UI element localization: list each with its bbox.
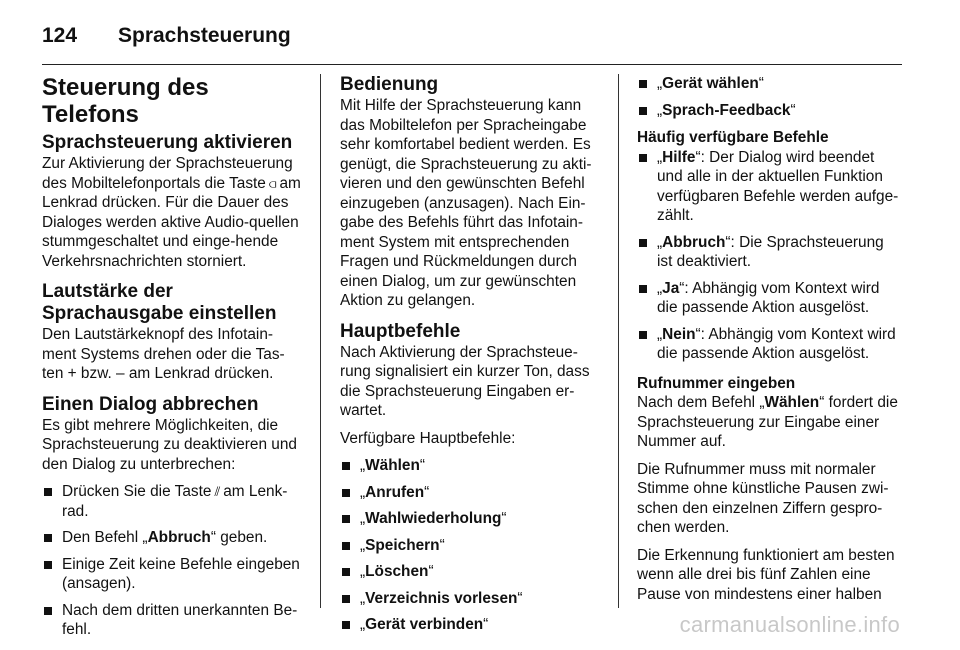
section-heading: Einen Dialog abbrechen bbox=[42, 393, 259, 415]
list-item: Nach dem dritten unerkannten Be-fehl. bbox=[42, 601, 304, 640]
section-main-commands bbox=[340, 321, 602, 635]
quote: „ bbox=[360, 457, 366, 474]
column-divider-2 bbox=[618, 74, 619, 608]
command-text: Abbruch bbox=[147, 529, 211, 546]
list-item bbox=[637, 325, 901, 364]
paragraph: Mit Hilfe der Sprachsteuerung kann das Mobiltelefon per Spracheingabe sehr komfortabel bedient werden. Es genügt, die Sprachsteuerung zu akti-vieren und den gewünschten Befehl einzugeben (anzusagen). Nach Ein-gabe des Befehls führt das Infotain-ment System mit entsprechenden Fragen und Rückmeldungen durch einen Dialog, um zur gewünschten Aktion zu gelangen. bbox=[340, 97, 592, 309]
command-item bbox=[340, 589, 602, 609]
chapter-title: Sprachsteuerung bbox=[118, 24, 291, 47]
section-heading: Häufig verfügbare Befehle bbox=[637, 129, 829, 146]
quote: „ bbox=[360, 589, 366, 607]
quote: „ bbox=[360, 536, 366, 554]
command-item bbox=[637, 74, 901, 94]
paragraph bbox=[637, 393, 901, 452]
column-divider-1 bbox=[320, 74, 321, 608]
paragraph bbox=[42, 154, 304, 271]
quote: “ bbox=[758, 75, 764, 92]
main-command-list-cont bbox=[637, 74, 901, 120]
quote: “ bbox=[439, 536, 445, 554]
section-heading: Bedienung bbox=[340, 74, 439, 95]
paragraph: Die Erkennung funktioniert am besten wenn alle drei bis fünf Zahlen eine Pause von mindestens einer halben bbox=[637, 546, 895, 603]
command-text: Anrufen bbox=[365, 483, 425, 501]
text: am Lenkrad drücken. Für die Dauer des Dialoges werden aktive Audio-quellen stummgeschaltet und einge-hende Verkehrsnachrichten storniert. bbox=[42, 174, 301, 270]
command-item bbox=[340, 483, 602, 503]
paragraph: Nach Aktivierung der Sprachsteue-rung signalisiert ein kurzer Ton, dass die Sprachsteuerung Eingaben er-wartet. bbox=[340, 343, 590, 419]
quote: „ bbox=[657, 148, 663, 166]
text: Drücken Sie die Taste bbox=[62, 483, 212, 500]
text: “: Abhängig vom Kontext wird die passende Aktion ausgelöst. bbox=[657, 279, 880, 316]
section-heading: Hauptbefehle bbox=[340, 320, 461, 342]
section-enter-number bbox=[637, 374, 901, 605]
command-text: Löschen bbox=[365, 563, 429, 580]
quote: “ bbox=[501, 510, 507, 527]
command-item bbox=[340, 509, 602, 529]
section-operation bbox=[340, 74, 602, 311]
quote: “ bbox=[483, 616, 489, 633]
quote: “ bbox=[419, 457, 426, 474]
command-item bbox=[637, 101, 901, 121]
list-item bbox=[637, 279, 901, 318]
command-text: Gerät verbinden bbox=[365, 616, 484, 633]
command-text: Abbruch bbox=[662, 233, 726, 251]
paragraph: Die Rufnummer muss mit normaler Stimme ohne künstliche Pausen zwi-schen den einzelnen Ziffern gespro-chen werden. bbox=[637, 460, 889, 536]
section-heading: Lautstärke der Sprachausgabe einstellen bbox=[42, 281, 277, 324]
command-item bbox=[340, 615, 602, 635]
page-number: 124 bbox=[42, 24, 78, 47]
text: am Lenk-rad. bbox=[62, 483, 288, 520]
column-1 bbox=[42, 74, 304, 650]
header-rule bbox=[42, 64, 902, 65]
text: Den Befehl „ bbox=[62, 529, 148, 546]
quote: „ bbox=[360, 563, 366, 580]
command-text: Wahlwiederholung bbox=[365, 510, 502, 527]
quote: „ bbox=[657, 75, 663, 92]
paragraph: Den Lautstärkeknopf des Infotain-ment Systems drehen oder die Tas-ten + bzw. – am Lenkrad drücken. bbox=[42, 326, 285, 382]
command-text: Wählen bbox=[365, 457, 420, 474]
list-item bbox=[42, 528, 304, 548]
command-text: Ja bbox=[662, 279, 680, 297]
list-item bbox=[42, 482, 304, 521]
watermark: carmanualsonline.info bbox=[679, 612, 900, 637]
voice-button-icon: ⫏ bbox=[268, 175, 277, 191]
quote: „ bbox=[360, 616, 366, 633]
quote: „ bbox=[657, 233, 663, 251]
page-header bbox=[42, 16, 291, 56]
text: Nach dem Befehl „ bbox=[637, 394, 765, 411]
column-2 bbox=[340, 74, 602, 645]
cancel-list bbox=[42, 482, 304, 640]
quote: „ bbox=[657, 101, 663, 119]
text: “: Der Dialog wird beendet und alle in der aktuellen Funktion verfügbaren Befehle werden aufge-zählt. bbox=[657, 148, 899, 224]
text: “: Abhängig vom Kontext wird die passende Aktion ausgelöst. bbox=[657, 325, 896, 362]
quote: „ bbox=[360, 483, 366, 501]
quote: “ bbox=[428, 563, 434, 580]
column-3 bbox=[637, 74, 901, 614]
end-call-button-icon: ⫽ bbox=[214, 484, 221, 499]
section-activate bbox=[42, 132, 304, 271]
section-heading: Rufnummer eingeben bbox=[637, 374, 796, 392]
quote: „ bbox=[657, 325, 663, 343]
command-text: Sprach-Feedback bbox=[662, 101, 791, 119]
command-text: Verzeichnis vorlesen bbox=[365, 589, 518, 607]
quote: “ bbox=[424, 483, 430, 501]
command-text: Gerät wählen bbox=[662, 75, 759, 92]
main-heading: Steuerung des Telefons bbox=[42, 74, 209, 128]
quote: “ bbox=[517, 589, 523, 607]
section-cancel bbox=[42, 394, 304, 640]
quote: „ bbox=[360, 510, 366, 527]
main-command-list bbox=[340, 456, 602, 635]
command-text: Wählen bbox=[764, 394, 820, 411]
command-item bbox=[340, 456, 602, 476]
text: “: Die Sprachsteuerung ist deaktiviert. bbox=[657, 233, 884, 270]
text: “ fordert die Sprachsteuerung zur Eingabe einer Nummer auf. bbox=[637, 394, 898, 450]
command-text: Nein bbox=[662, 325, 696, 343]
common-command-list bbox=[637, 148, 901, 364]
paragraph: Es gibt mehrere Möglichkeiten, die Sprachsteuerung zu deaktivieren und den Dialog zu unterbrechen: bbox=[42, 416, 297, 473]
text: Zur Aktivierung der Sprachsteuerung des Mobiltelefonportals die Taste bbox=[42, 155, 293, 192]
command-item bbox=[340, 536, 602, 556]
list-item bbox=[637, 233, 901, 272]
paragraph: Verfügbare Hauptbefehle: bbox=[340, 429, 516, 447]
command-item bbox=[340, 562, 602, 582]
command-text: Speichern bbox=[365, 536, 440, 554]
quote: “ bbox=[790, 101, 796, 119]
list-item: Einige Zeit keine Befehle eingeben (ansagen). bbox=[42, 555, 304, 594]
text: “ geben. bbox=[210, 529, 268, 546]
command-text: Hilfe bbox=[662, 148, 696, 166]
section-volume bbox=[42, 281, 304, 384]
section-common-commands bbox=[637, 128, 901, 364]
quote: „ bbox=[657, 279, 663, 297]
list-item bbox=[637, 148, 901, 226]
section-heading: Sprachsteuerung aktivieren bbox=[42, 132, 293, 153]
